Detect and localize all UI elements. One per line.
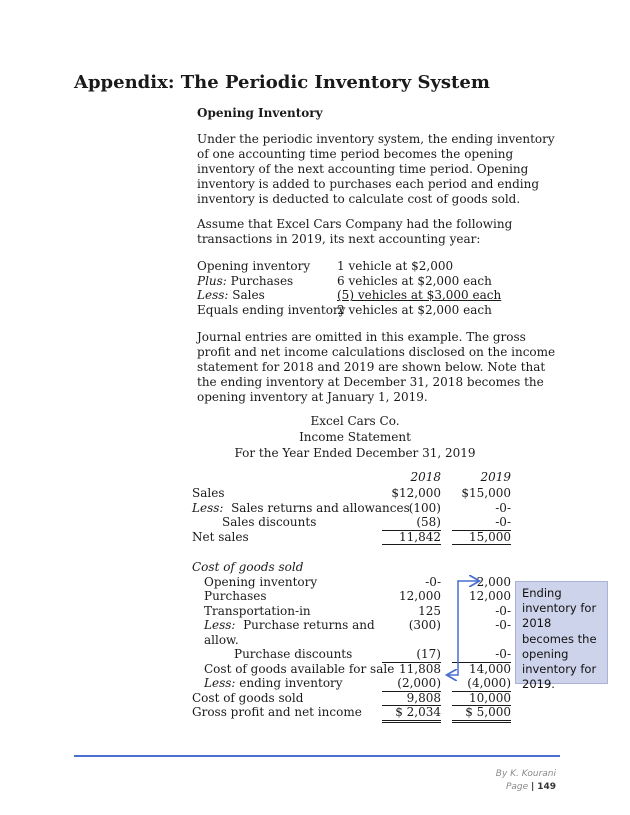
explanation-paragraph: Journal entries are omitted in this example. The gross profit and net income calculations disclosed on the income statement for 2018 and 2019 are shown below. Note that the ending inventory at December 31, 2018 becomes the opening inventory at January 1, 2019. xyxy=(197,330,556,404)
transaction-label: Opening inventory xyxy=(197,259,311,273)
statement-title: Income Statement xyxy=(299,430,411,444)
row-label: allow. xyxy=(204,632,239,647)
value-2018: (100) xyxy=(408,500,441,515)
value-2018: $ 2,034 xyxy=(382,705,441,723)
row-label: Purchase discounts xyxy=(234,647,353,661)
value-2019: -0- xyxy=(495,618,511,632)
transaction-label: Equals ending inventory xyxy=(197,302,346,317)
footer-author: By K. Kourani xyxy=(495,769,556,779)
transaction-prefix: Less: xyxy=(197,288,229,303)
transaction-label: Purchases xyxy=(226,273,294,288)
page-number: 149 xyxy=(537,782,556,792)
footer-page xyxy=(506,782,556,792)
row-prefix: Less: xyxy=(192,500,224,515)
statement-period: For the Year Ended December 31, 2019 xyxy=(234,446,476,460)
value-2019: 2,000 xyxy=(476,574,511,589)
row-label: Sales xyxy=(192,486,225,500)
value-2018: (17) xyxy=(382,647,441,663)
arrow-to-opening-inventory xyxy=(458,581,478,582)
value-2018: $12,000 xyxy=(391,486,441,500)
transaction-value: 1 vehicle at $2,000 xyxy=(337,259,454,273)
value-2019: $ 5,000 xyxy=(452,705,511,723)
row-label: Cost of goods sold xyxy=(192,560,304,574)
value-2018: 12,000 xyxy=(399,589,441,603)
value-2019: -0- xyxy=(495,500,511,515)
column-header-2019: 2019 xyxy=(480,470,511,484)
value-2019: -0- xyxy=(452,515,511,531)
transaction-value: 2 vehicles at $2,000 each xyxy=(337,302,492,317)
page-separator: | xyxy=(531,782,535,792)
value-2018: (300) xyxy=(408,618,441,632)
row-label: Purchase returns and xyxy=(235,618,375,632)
row-label: Gross profit and net income xyxy=(192,705,362,719)
page-title: Appendix: The Periodic Inventory System xyxy=(74,72,490,93)
value-2018: 9,808 xyxy=(382,691,441,707)
statement-company: Excel Cars Co. xyxy=(310,414,400,428)
arrow-from-ending-inventory xyxy=(448,581,458,675)
value-2018: 125 xyxy=(418,603,441,618)
value-2018: (2,000) xyxy=(382,676,441,692)
row-label: Opening inventory xyxy=(204,574,318,589)
transaction-prefix: Plus: xyxy=(197,273,227,288)
row-label: Cost of goods available for sale xyxy=(204,661,395,676)
column-header-2018: 2018 xyxy=(410,470,441,484)
footer-divider xyxy=(74,755,560,757)
value-2019: 10,000 xyxy=(452,691,511,707)
transaction-value: (5) vehicles at $3,000 each xyxy=(337,288,502,303)
callout-note: Ending inventory for 2018 becomes the opening inventory for 2019. xyxy=(515,581,608,684)
value-2019: -0- xyxy=(452,647,511,663)
section-heading: Opening Inventory xyxy=(197,106,323,120)
value-2018: -0- xyxy=(425,574,441,589)
value-2019: $15,000 xyxy=(461,486,511,500)
row-label: Net sales xyxy=(192,529,249,544)
value-2019: 12,000 xyxy=(469,589,511,603)
value-2019: -0- xyxy=(495,603,511,618)
intro-paragraph: Under the periodic inventory system, the ending inventory of one accounting time period becomes the opening inventory of the next accounting time period. Opening inventory is added to purchases each period and ending inventory is deducted to calculate cost of goods sold. xyxy=(197,132,555,206)
row-label: ending inventory xyxy=(235,676,343,690)
value-2019: (4,000) xyxy=(452,676,511,692)
value-2018: 11,808 xyxy=(399,661,441,676)
page-label: Page xyxy=(505,782,529,792)
row-label: Transportation-in xyxy=(204,603,311,618)
row-prefix: Less: xyxy=(204,618,236,632)
value-2018: (58) xyxy=(382,515,441,531)
row-label: Sales discounts xyxy=(222,515,317,529)
transaction-value: 6 vehicles at $2,000 each xyxy=(337,273,492,288)
row-prefix: Less: xyxy=(204,676,236,690)
row-label: Purchases xyxy=(204,589,267,603)
row-label: Sales returns and allowances xyxy=(223,500,410,515)
value-2019: 14,000 xyxy=(469,661,511,676)
value-2018: 11,842 xyxy=(382,530,441,546)
transaction-label: Sales xyxy=(228,288,265,303)
assumption-paragraph: Assume that Excel Cars Company had the following transactions in 2019, its next accounting year: xyxy=(197,217,513,246)
value-2019: 15,000 xyxy=(452,530,511,546)
row-label: Cost of goods sold xyxy=(192,690,304,705)
